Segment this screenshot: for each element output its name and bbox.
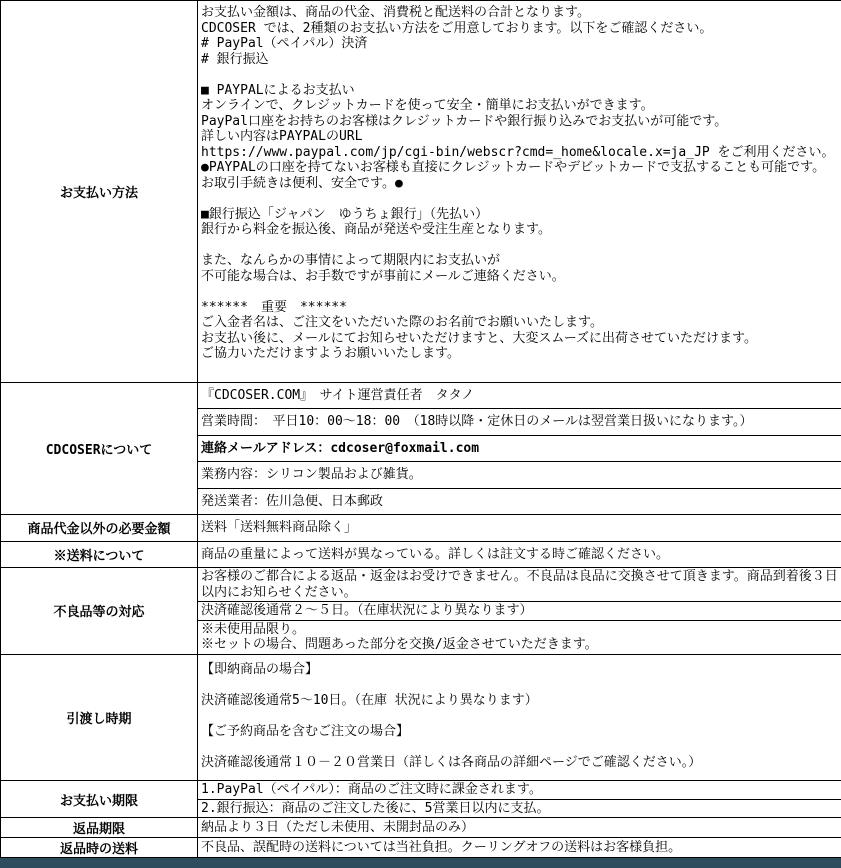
text-line: ■銀行振込「ジャパン ゆうちょ銀行」（先払い） xyxy=(201,206,489,222)
text-line: PayPal口座をお持ちのお客様はクレジットカードや銀行振り込みでお支払いが可能です。 xyxy=(201,113,728,129)
text-line: CDCOSER では、2種類のお支払い方法をご用意しております。以下をご確認ください。 xyxy=(201,20,713,36)
footer-bar xyxy=(0,858,841,868)
text-line xyxy=(201,284,838,300)
text-line: 『CDCOSER.COM』 サイト運営責任者 タタノ xyxy=(201,387,475,403)
text-line: また、なんらかの事情によって期限内にお支払いが xyxy=(201,253,501,268)
text-line: 送料「送料無料商品除く」 xyxy=(201,520,358,535)
text-line: 2.銀行振込：商品のご注文した後に、5営業日以内に支払。 xyxy=(201,800,550,816)
return-shipping-details xyxy=(198,838,841,858)
table-row xyxy=(1,654,841,781)
table-row xyxy=(1,1,841,383)
text-line xyxy=(201,708,838,724)
defective-conditions-text xyxy=(198,620,841,654)
table-row xyxy=(1,515,841,542)
shipping-carrier-text xyxy=(198,488,841,515)
text-line: お支払い金額は、商品の代金、消費税と配送料の合計となります。 xyxy=(201,5,590,20)
text-line: https://www.paypal.com/jp/cgi-bin/webscr?cmd=_home&locale.x=ja_JP をご利用ください。 xyxy=(201,144,835,160)
text-line: 営業時間： 平日10：00～18：00 （18時以降・定休日のメールは翌営業日扱いになります。） xyxy=(201,414,753,429)
bank-deadline-text xyxy=(198,799,841,818)
text-line: ■ PAYPALによるお支払い xyxy=(201,82,355,98)
text-line: 発送業者：佐川急便、日本郵政 xyxy=(201,493,384,509)
row-label-return-deadline: 返品期限 xyxy=(1,818,198,838)
text-line xyxy=(201,739,838,755)
text-line: 銀行から料金を振込後、商品が発送や受注生産となります。 xyxy=(201,222,551,237)
text-line: 連絡メールアドレス：cdcoser@foxmail.com xyxy=(201,440,480,456)
table-row xyxy=(1,382,841,515)
text-line: 決済確認後通常１０－２０営業日（詳しくは各商品の詳細ページでご確認ください。） xyxy=(201,754,702,770)
text-line: # PayPal（ペイパル）決済 xyxy=(201,36,368,51)
table-row xyxy=(1,781,841,818)
business-content-text xyxy=(198,461,841,488)
table-row xyxy=(1,541,841,568)
shipping-note-text xyxy=(198,542,841,568)
text-line: 商品の重量によって送料が異なっている。詳しくは註文する時ご確認ください。 xyxy=(201,546,670,562)
paypal-deadline-text xyxy=(198,781,841,799)
text-line: お取引手続きは便利、安全です。● xyxy=(201,175,403,191)
text-line: 1.PayPal（ペイパル）：商品のご注文時に課金されます。 xyxy=(201,782,542,797)
text-line: 不可能な場合は、お手数ですが事前にメールご連絡ください。 xyxy=(201,268,565,284)
text-line xyxy=(201,677,838,693)
contact-email-text xyxy=(198,435,841,462)
row-label-payment-method: お支払い方法 xyxy=(1,1,198,383)
text-line: 決済確認後通常5～10日。（在庫 状況により異なります） xyxy=(201,692,538,708)
row-label-defective-items: 不良品等の対応 xyxy=(1,568,198,655)
text-line: ※セットの場合、問題あった部分を交換/返金させていただきます。 xyxy=(201,637,598,652)
text-line: # 銀行振込 xyxy=(201,51,269,67)
business-hours-text xyxy=(198,408,841,435)
text-line: オンラインで、クレジットカードを使って安全・簡単にお支払いができます。 xyxy=(201,98,654,113)
text-line: 納品より３日（ただし未使用、未開封品のみ） xyxy=(201,819,475,835)
text-line: 不良品、誤配時の送料については当社負担。クーリングオフの送料はお客様負担。 xyxy=(201,839,682,855)
text-line: ご協力いただけますようお願いいたします。 xyxy=(201,346,460,361)
defective-items-details xyxy=(198,568,841,655)
text-line xyxy=(201,191,838,207)
delivery-time-details xyxy=(198,654,841,781)
return-shipping-text xyxy=(198,839,841,857)
return-deadline-details xyxy=(198,818,841,838)
defective-policy-text xyxy=(198,568,841,601)
text-line xyxy=(201,67,838,83)
payment-method-text xyxy=(198,1,841,382)
text-line: 詳しい内容はPAYPALのURL xyxy=(201,129,363,144)
table-row xyxy=(1,568,841,655)
text-line: ●PAYPALの口座を持てないお客様も直接にクレジットカードやデビットカードで支払することも可能です。 xyxy=(201,160,826,175)
text-line: ※未使用品限り。 xyxy=(201,621,306,637)
shipping-note-details xyxy=(198,541,841,568)
text-line: ご入金者名は、ご注文をいただいた際のお名前でお願いいたします。 xyxy=(201,315,603,330)
return-deadline-text xyxy=(198,819,841,837)
row-label-return-shipping: 返品時の送料 xyxy=(1,838,198,858)
payment-deadline-details xyxy=(198,781,841,818)
table-row xyxy=(1,818,841,838)
extra-fees-details xyxy=(198,515,841,542)
row-label-about-cdcoser: CDCOSERについて xyxy=(1,382,198,515)
about-cdcoser-details xyxy=(198,382,841,515)
row-label-payment-deadline: お支払い期限 xyxy=(1,781,198,818)
text-line: お支払い後に、メールにてお知らせいただけますと、大変スムーズに出荷させていただけます。 xyxy=(201,330,758,346)
row-label-delivery-time: 引渡し時期 xyxy=(1,654,198,781)
site-operator-text xyxy=(198,383,841,409)
text-line: 【ご予約商品を含むご注文の場合】 xyxy=(201,723,410,739)
text-line: ****** 重要 ****** xyxy=(201,299,347,315)
text-line xyxy=(201,238,838,254)
row-label-shipping-note: ※送料について xyxy=(1,541,198,568)
defective-exchange-time-text xyxy=(198,601,841,620)
text-line: 【即納商品の場合】 xyxy=(201,661,319,677)
text-line: 決済確認後通常２～５日。（在庫状況により異なります） xyxy=(201,603,533,618)
row-label-extra-fees: 商品代金以外の必要金額 xyxy=(1,515,198,542)
text-line: 業務内容：シリコン製品および雑貨。 xyxy=(201,467,422,482)
delivery-time-text xyxy=(198,655,841,781)
payment-method-details xyxy=(198,1,841,383)
text-line: お客様のご都合による返品・返金はお受けできません。不良品は良品に交換させて頂きます。商品到着後３日以内にお知らせください。 xyxy=(201,569,838,600)
extra-fees-text xyxy=(198,515,841,541)
table-row xyxy=(1,838,841,858)
